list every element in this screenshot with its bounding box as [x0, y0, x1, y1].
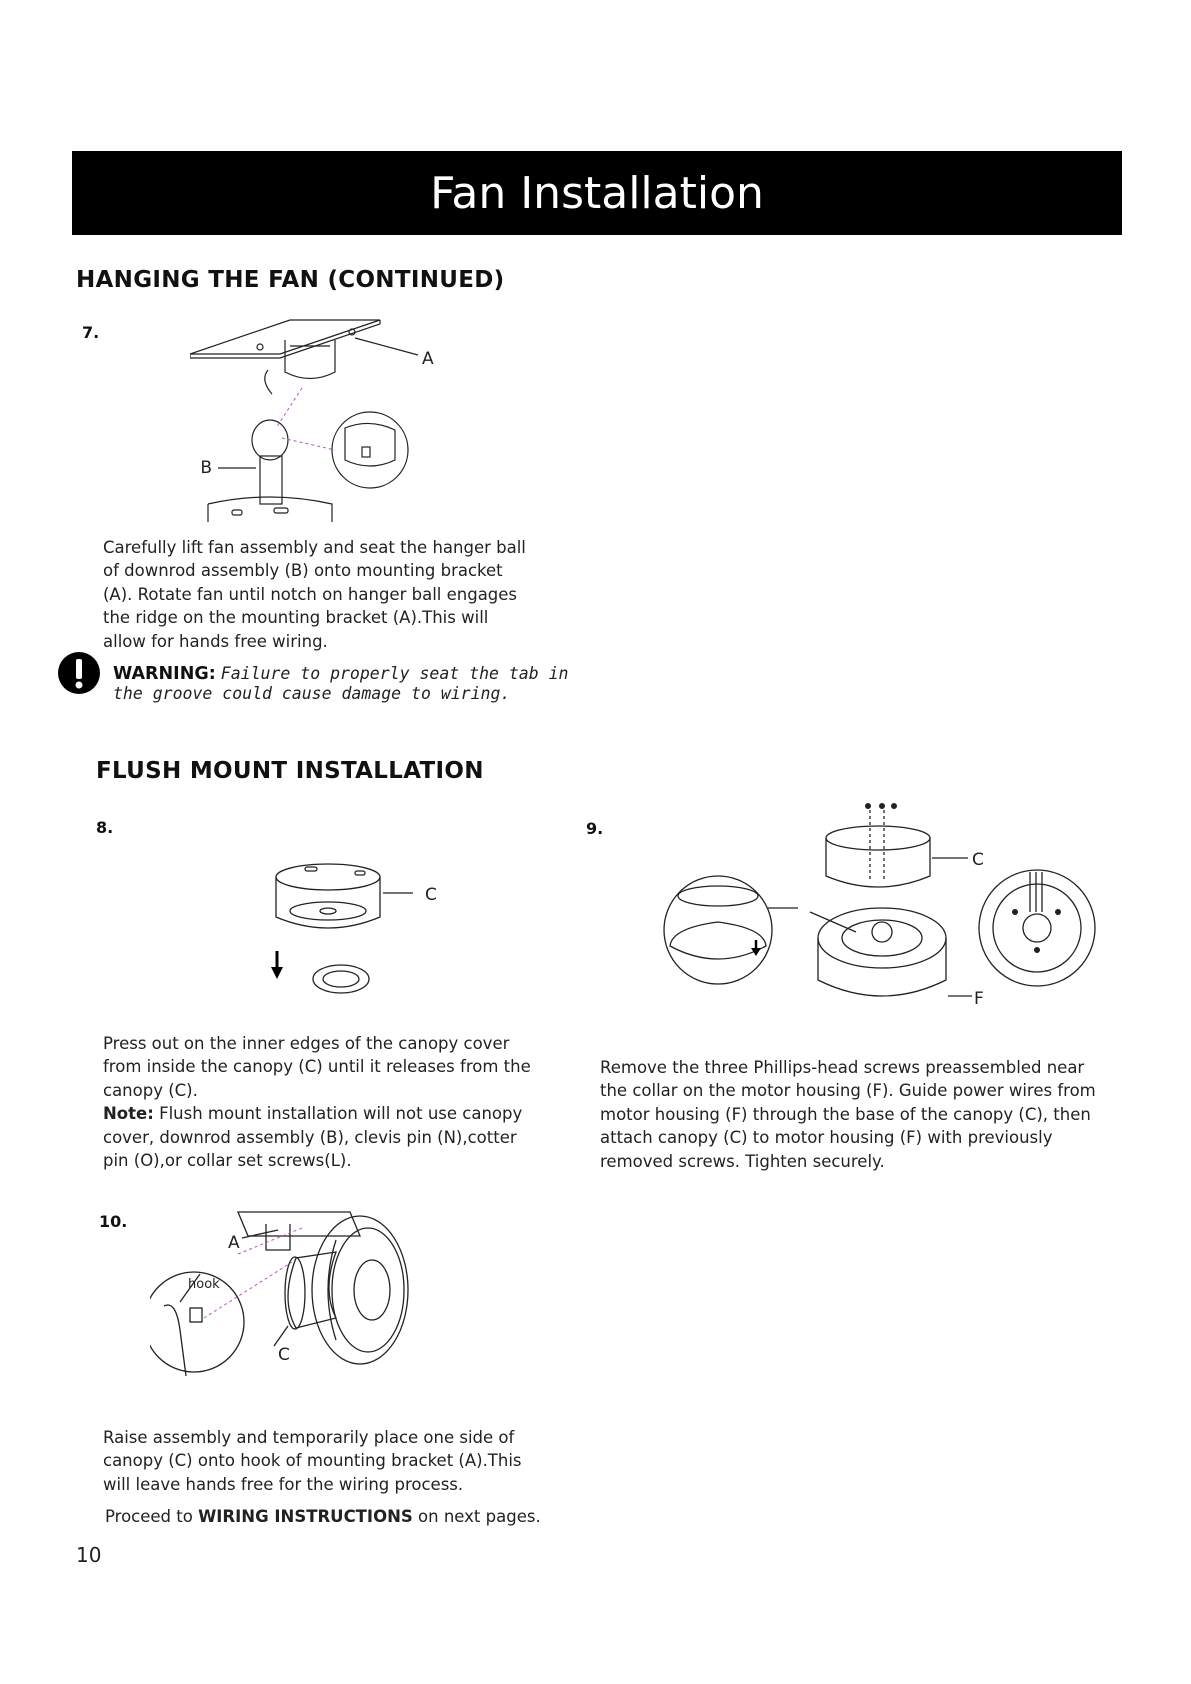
step-10-label-hook: hook [188, 1277, 220, 1292]
step-10-label-c: C [278, 1345, 290, 1365]
proceed-bold: WIRING INSTRUCTIONS [198, 1507, 413, 1526]
exclamation-icon [57, 651, 101, 695]
step-7-label-b: B [200, 458, 212, 478]
step-7-text: Carefully lift fan assembly and seat the hanger ball of downrod assembly (B) onto mounting bracket (A). Rotate fan until notch on hanger ball engages the ridge on the mounting bracket (A).This will allow for hands free wiring. [103, 538, 526, 651]
step-9-text: Remove the three Phillips-head screws preassembled near the collar on the motor housing (F). Guide power wires from motor housing (F) through the base of the canopy (C), then attach canopy (C) to motor housing (F) with previously removed screws. Tighten securely. [600, 1058, 1096, 1171]
proceed-line [105, 1505, 605, 1528]
step-10-label-a: A [228, 1233, 240, 1253]
step-7-illustration [190, 310, 440, 530]
proceed-prefix: Proceed to [105, 1507, 193, 1526]
step-8-note [103, 1102, 533, 1172]
step-8-text-block [103, 1032, 533, 1172]
page-title: Fan Installation [430, 167, 764, 219]
page-title-banner [72, 151, 1122, 235]
step-8-text: Press out on the inner edges of the canopy cover from inside the canopy (C) until it releases from the canopy (C). [103, 1034, 531, 1100]
step-7-number: 7. [82, 323, 100, 342]
step-8-note-label: Note: [103, 1104, 154, 1124]
step-8-note-text: Flush mount installation will not use canopy cover, downrod assembly (B), clevis pin (N),cotter pin (O),or collar set screws(L). [103, 1104, 523, 1171]
step-8-label-c: C [425, 885, 437, 905]
step-9-number: 9. [586, 819, 604, 838]
step-10-text: Raise assembly and temporarily place one side of canopy (C) onto hook of mounting bracket (A).This will leave hands free for the wiring process. [103, 1428, 522, 1494]
step-10-illustration [150, 1200, 420, 1410]
warning-block [113, 664, 573, 703]
step-9-label-c: C [972, 850, 984, 870]
section-heading-flush-mount: FLUSH MOUNT INSTALLATION [96, 758, 484, 784]
step-9-label-f: F [974, 989, 984, 1009]
page-number: 10 [76, 1543, 102, 1567]
step-8-illustration [265, 855, 445, 1005]
step-10-number: 10. [99, 1212, 128, 1231]
proceed-suffix: on next pages. [418, 1507, 541, 1526]
step-7-label-a: A [422, 349, 434, 369]
step-9-illustration [660, 800, 1100, 1030]
step-8-number: 8. [96, 818, 114, 837]
section-heading-hanging: HANGING THE FAN (CONTINUED) [76, 267, 505, 293]
warning-text: Failure to properly seat the tab in the groove could cause damage to wiring. [113, 664, 569, 703]
warning-label: WARNING: [113, 664, 216, 684]
